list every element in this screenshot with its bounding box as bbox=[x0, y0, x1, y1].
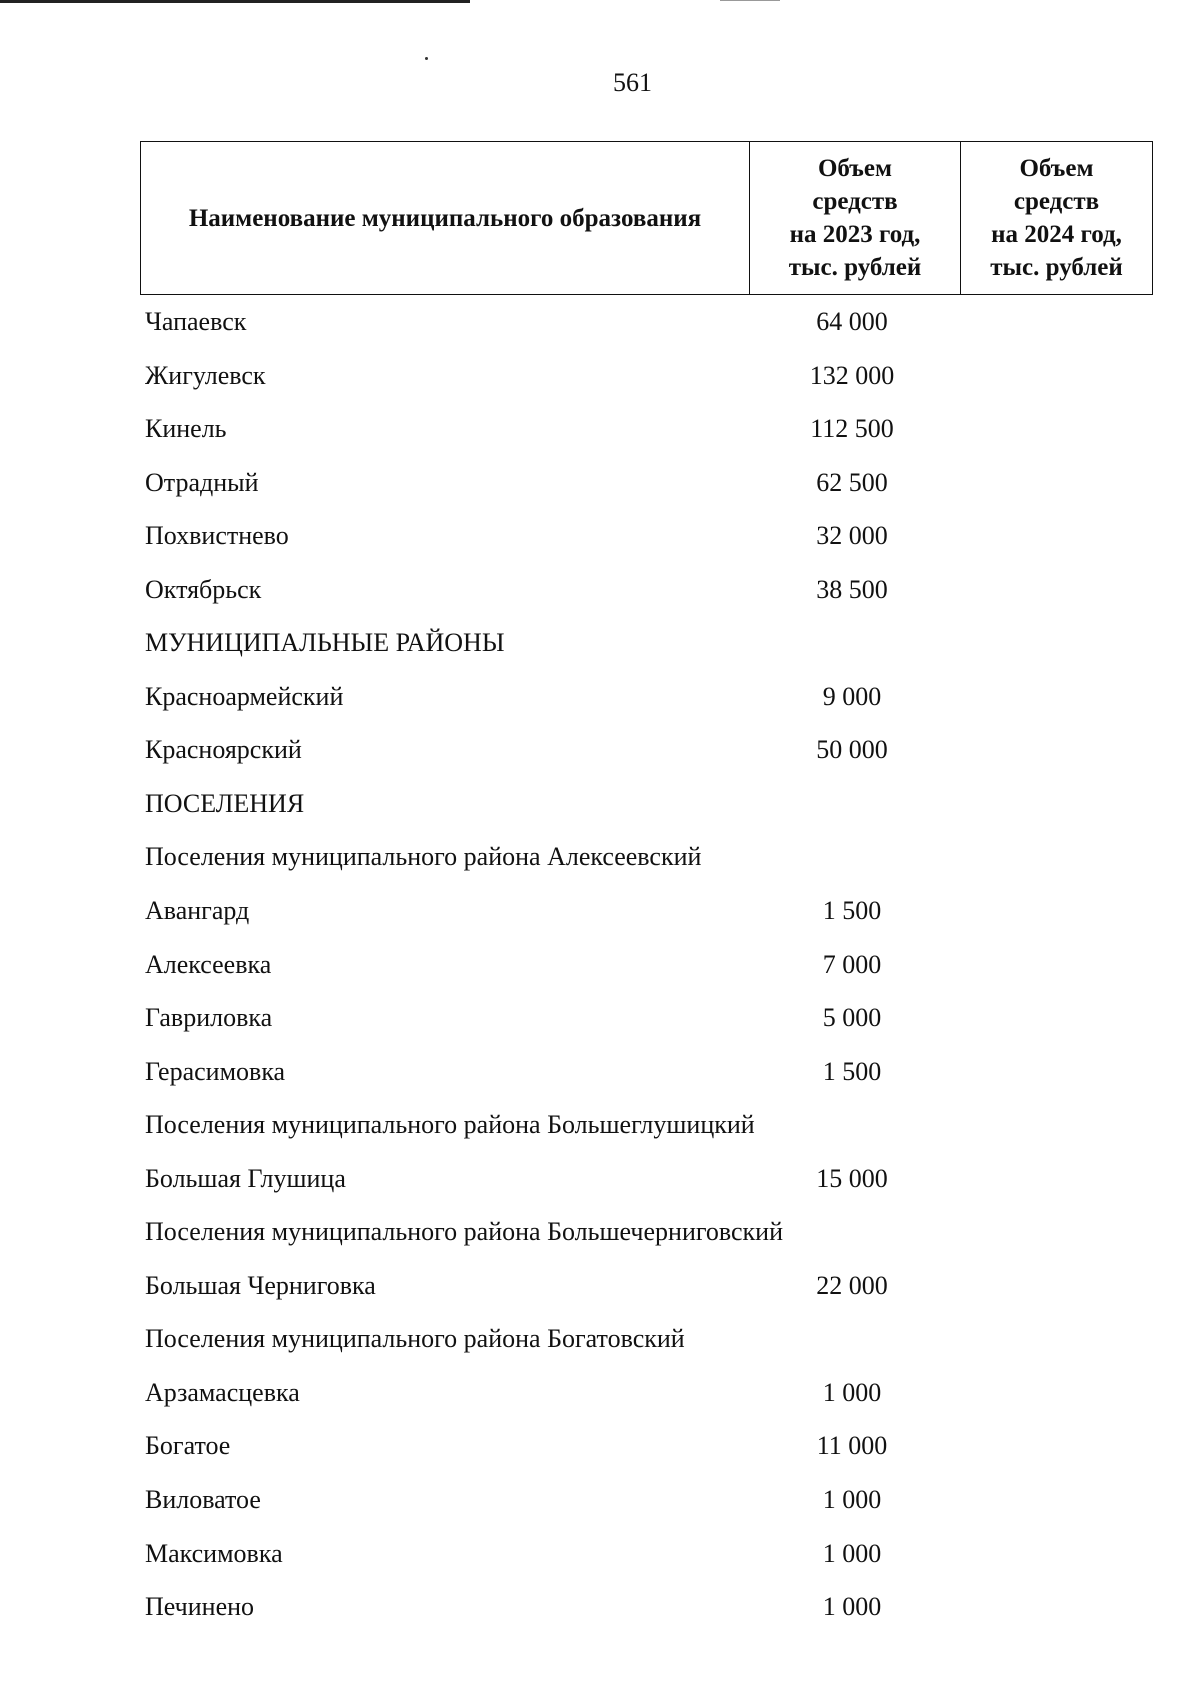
table-row bbox=[0, 1370, 1200, 1424]
row-name: Поселения муниципального района Большечерниговский bbox=[145, 1217, 784, 1247]
row-value-2023: 32 000 bbox=[816, 521, 888, 551]
row-name: Отрадный bbox=[145, 467, 259, 497]
table-row bbox=[0, 1531, 1200, 1585]
row-value-2023: 7 000 bbox=[822, 949, 882, 979]
row-value-2023: 1 000 bbox=[822, 1485, 882, 1515]
row-name: Виловатое bbox=[145, 1485, 261, 1515]
row-name: Большая Черниговка bbox=[145, 1270, 376, 1300]
row-value-2023: 132 000 bbox=[809, 360, 895, 390]
row-name: Красноярский bbox=[145, 735, 302, 765]
row-name: Жигулевск bbox=[145, 360, 266, 390]
table-row bbox=[0, 620, 1200, 674]
table-row bbox=[0, 942, 1200, 996]
row-name: Печинено bbox=[145, 1592, 255, 1622]
row-name: Арзамасцевка bbox=[145, 1377, 300, 1407]
row-name: Гавриловка bbox=[145, 1003, 273, 1033]
row-value-2023: 50 000 bbox=[816, 735, 888, 765]
table-row bbox=[0, 567, 1200, 621]
row-value-2023: 1 500 bbox=[822, 1056, 882, 1086]
row-name: Авангард bbox=[145, 896, 250, 926]
row-name: Алексеевка bbox=[145, 949, 272, 979]
table-row bbox=[0, 299, 1200, 353]
table-body bbox=[0, 299, 1200, 1638]
row-name: Поселения муниципального района Богатовский bbox=[145, 1324, 685, 1354]
header-2024: Объем средств на 2024 год, тыс. рублей bbox=[961, 142, 1153, 295]
row-name: ПОСЕЛЕНИЯ bbox=[145, 788, 305, 818]
row-name: Поселения муниципального района Алексеевский bbox=[145, 842, 702, 872]
table-row bbox=[0, 1209, 1200, 1263]
row-value-2023: 112 500 bbox=[810, 414, 894, 444]
table-row bbox=[0, 674, 1200, 728]
page-number: 561 bbox=[613, 68, 652, 97]
scan-top-rule bbox=[0, 0, 470, 3]
row-name: МУНИЦИПАЛЬНЫЕ РАЙОНЫ bbox=[145, 628, 505, 658]
table-row bbox=[0, 1477, 1200, 1531]
row-name: Максимовка bbox=[145, 1538, 283, 1568]
table-row bbox=[0, 406, 1200, 460]
row-value-2023: 64 000 bbox=[816, 307, 888, 336]
row-value-2023: 5 000 bbox=[822, 1003, 882, 1033]
table-row bbox=[0, 995, 1200, 1049]
table-row bbox=[0, 353, 1200, 407]
row-value-2023: 62 500 bbox=[816, 467, 888, 497]
table-row bbox=[0, 781, 1200, 835]
header-2023: Объем средств на 2023 год, тыс. рублей bbox=[750, 142, 961, 295]
table-row bbox=[0, 460, 1200, 514]
table-row bbox=[0, 1423, 1200, 1477]
row-value-2023: 11 000 bbox=[816, 1431, 888, 1461]
row-value-2023: 15 000 bbox=[816, 1163, 888, 1193]
table-row bbox=[0, 513, 1200, 567]
row-name: Кинель bbox=[145, 414, 227, 444]
row-name: Герасимовка bbox=[145, 1056, 286, 1086]
row-value-2023: 1 000 bbox=[822, 1592, 882, 1622]
row-name: Поселения муниципального района Большеглушицкий bbox=[145, 1110, 755, 1140]
row-value-2023: 1 500 bbox=[822, 896, 882, 926]
scan-top-rule-right bbox=[720, 0, 780, 1]
row-name: Красноармейский bbox=[145, 681, 344, 711]
row-value-2023: 1 000 bbox=[822, 1538, 882, 1568]
row-value-2023: 1 000 bbox=[822, 1377, 882, 1407]
row-name: Октябрьск bbox=[145, 574, 262, 604]
table-row bbox=[0, 1316, 1200, 1370]
row-name: Большая Глушица bbox=[145, 1163, 346, 1193]
row-value-2023: 9 000 bbox=[822, 681, 882, 711]
table-row bbox=[0, 888, 1200, 942]
table-row bbox=[0, 1584, 1200, 1638]
row-value-2023: 22 000 bbox=[816, 1270, 888, 1300]
row-name: Похвистнево bbox=[145, 521, 289, 551]
table-row bbox=[0, 1102, 1200, 1156]
table-row bbox=[0, 1049, 1200, 1103]
scan-speck bbox=[425, 57, 428, 60]
header-name: Наименование муниципального образования bbox=[141, 142, 750, 295]
table-row bbox=[0, 1263, 1200, 1317]
row-name: Богатое bbox=[145, 1431, 231, 1461]
table-row bbox=[0, 727, 1200, 781]
table-row bbox=[0, 834, 1200, 888]
table-row bbox=[0, 1156, 1200, 1210]
row-value-2023: 38 500 bbox=[816, 574, 888, 604]
table-header bbox=[140, 141, 1153, 295]
row-name: Чапаевск bbox=[145, 307, 247, 336]
